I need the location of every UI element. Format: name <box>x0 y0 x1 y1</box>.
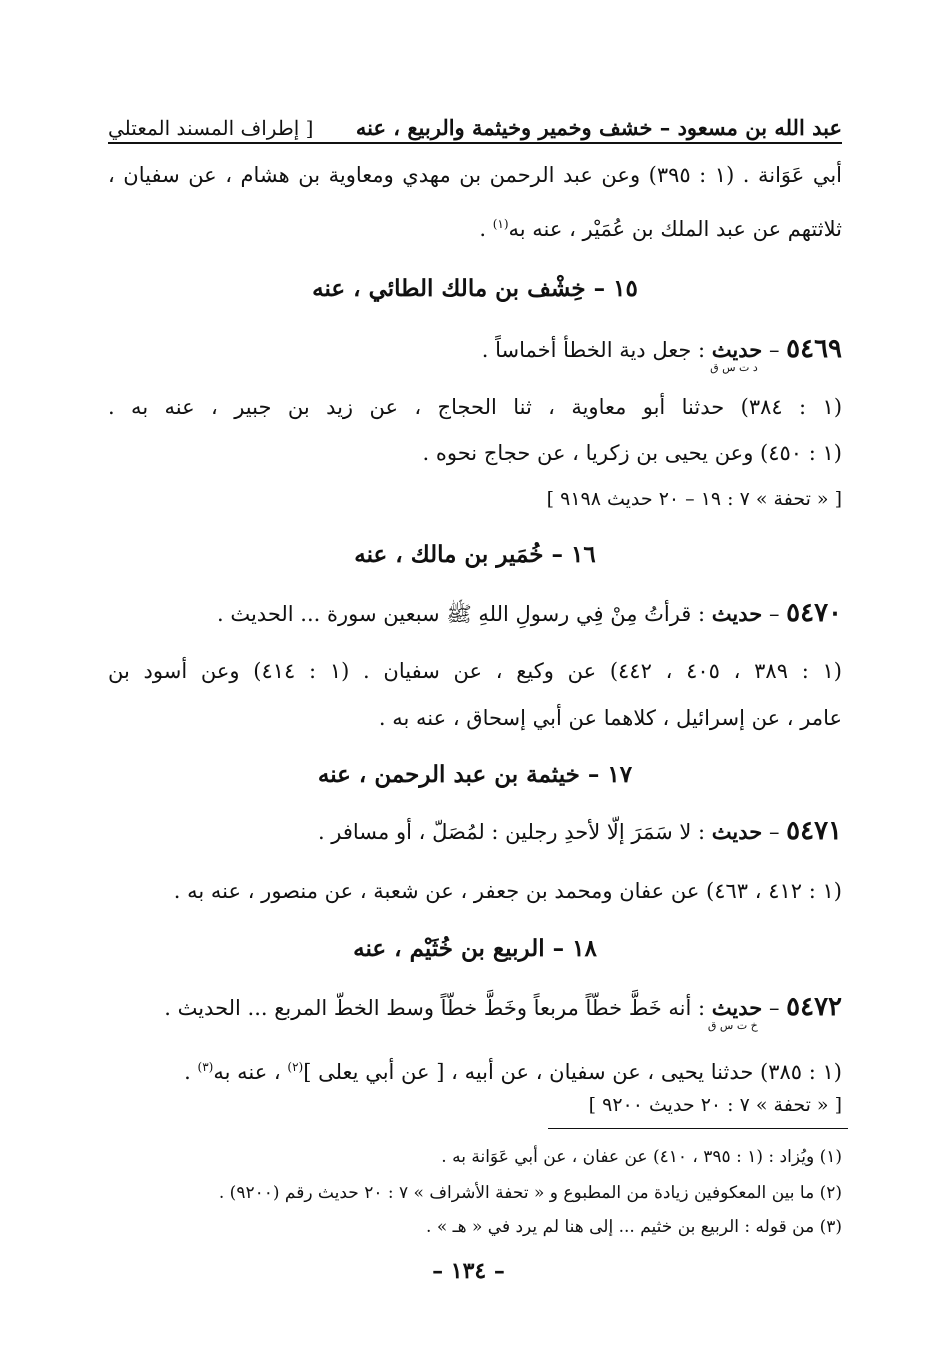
reference-line: (١ : ٣٨٥) حدثنا يحيى ، عن سفيان ، عن أبيه ، [ عن أبي يعلى ]$^{(٢)}$ ، عنه به$^{(٣)}$ . <box>184 1060 842 1084</box>
hadith-label: حديث <box>711 819 763 844</box>
page-number: – ١٣٤ – <box>432 1258 505 1284</box>
running-header <box>108 100 842 144</box>
hadith-label: حديث <box>711 337 763 362</box>
hadith-sigla: د ت س ق <box>710 361 758 374</box>
footnote-separator <box>548 1128 848 1129</box>
reference-line: عامر ، عن إسرائيل ، كلاهما عن أبي إسحاق ، عنه به . <box>378 706 842 730</box>
footnote-marker: (١) <box>492 217 509 231</box>
intro-line-2: ثلاثتهم عن عبد الملك بن عُمَيْر ، عنه به$^{(١)}$ . <box>479 217 842 241</box>
hadith-label: حديث <box>711 601 763 626</box>
hadith-5469: ٥٤٦٩ – حديثد ت س ق : جعل دية الخطأ أخماساً . <box>108 334 842 383</box>
reference-line: (١ : ٤٥٠) وعن يحيى بن زكريا ، عن حجاج نحوه . <box>422 441 842 465</box>
section-title-15: ١٥ – خِشْف بن مالك الطائي ، عنه <box>312 275 638 302</box>
footnote-marker: (٣) <box>197 1060 214 1074</box>
hadith-text: : قرأتُ مِنْ فِي رسولِ اللهِ ﷺ سبعين سورة ... الحديث . <box>216 602 712 626</box>
footnote-marker: (٢) <box>287 1060 304 1074</box>
reference-line: (١ : ٣٨٤) حدثنا أبو معاوية ، ثنا الحجاج ، عن زيد بن جبير ، عنه به . <box>108 395 843 419</box>
tuhfa-reference: [ « تحفة » ٧ : ١٩ – ٢٠ حديث ٩١٩٨ ] <box>546 488 842 510</box>
intro-line-1: أبي عَوَانة . (١ : ٣٩٥) وعن عبد الرحمن بن مهدي ومعاوية بن هشام ، عن سفيان ، <box>108 163 842 187</box>
hadith-5470: ٥٤٧٠ – حديث : قرأتُ مِنْ فِي رسولِ اللهِ ﷺ سبعين سورة ... الحديث . <box>216 598 842 628</box>
hadith-number: ٥٤٦٩ <box>786 334 842 364</box>
hadith-number: ٥٤٧٠ <box>786 598 842 628</box>
hadith-text: : لا سَمَرَ إلّا لأحدِ رجلين : لمُصَلّ ، أو مسافر . <box>317 820 712 844</box>
tuhfa-reference: [ « تحفة » ٧ : ٢٠ حديث ٩٢٠٠ ] <box>588 1094 842 1116</box>
section-title-17: ١٧ – خيثمة بن عبد الرحمن ، عنه <box>317 761 633 788</box>
section-title-16: ١٦ – خُمَير بن مالك ، عنه <box>354 541 596 568</box>
hadith-5471: ٥٤٧١ – حديث : لا سَمَرَ إلّا لأحدِ رجلين : لمُصَلّ ، أو مسافر . <box>317 816 842 846</box>
footnote-1: (١) ويُزاد : (١ : ٣٩٥ ، ٤١٠) عن عفان ، عن أبي عَوَانة به . <box>441 1147 842 1167</box>
header-title: عبد الله بن مسعود – خشف وخمير وخيثمة والربيع ، عنه <box>355 115 842 140</box>
hadith-text: : أنه خَطَّ خطّاً مربعاً وخَطَّ خطّاً وسط الخطّ المربع ... الحديث . <box>164 996 712 1020</box>
hadith-sigla: خ ت س ق <box>707 1019 758 1032</box>
section-title-18: ١٨ – الربيع بن خُثَيْم ، عنه <box>353 935 597 962</box>
reference-line: (١ : ٣٨٩ ، ٤٠٥ ، ٤٤٢) عن وكيع ، عن سفيان . (١ : ٤١٤) وعن أسود بن <box>108 659 842 683</box>
reference-line: (١ : ٤١٢ ، ٤٦٣) عن عفان ومحمد بن جعفر ، عن شعبة ، عن منصور ، عنه به . <box>173 879 842 903</box>
hadith-number: ٥٤٧٢ <box>786 992 842 1022</box>
hadith-5472: ٥٤٧٢ – حديثخ ت س ق : أنه خَطَّ خطّاً مربعاً وخَطَّ خطّاً وسط الخطّ المربع ... الحديث . <box>108 992 842 1041</box>
footnote-3: (٣) من قوله : الربيع بن خثيم ... إلى هنا لم يرد في « هـ » . <box>426 1217 842 1237</box>
hadith-label: حديث <box>711 995 763 1020</box>
footnote-2: (٢) ما بين المعكوفين زيادة من المطبوع و « تحفة الأشراف » ٧ : ٢٠ حديث رقم (٩٢٠٠) . <box>218 1183 842 1203</box>
hadith-number: ٥٤٧١ <box>786 816 842 846</box>
hadith-text: : جعل دية الخطأ أخماساً . <box>481 338 712 362</box>
header-book-title: [ إطراف المسند المعتلي <box>108 116 314 140</box>
